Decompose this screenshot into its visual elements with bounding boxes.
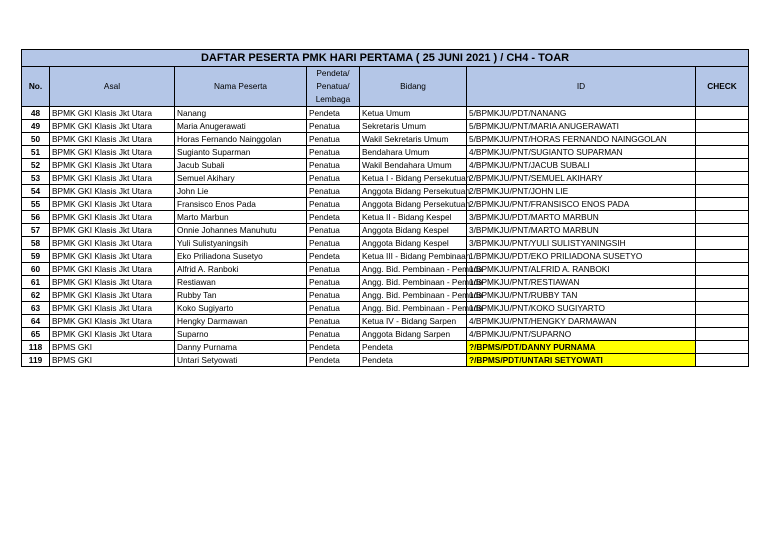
table-row xyxy=(22,120,749,133)
cell-check[interactable] xyxy=(696,302,749,315)
cell-bidang[interactable]: Angg. Bid. Pembinaan - Pemuda xyxy=(360,289,467,302)
cell-jabatan[interactable]: Penatua xyxy=(307,237,360,250)
cell-bidang[interactable]: Pendeta xyxy=(360,354,467,367)
cell-nama[interactable]: Suparno xyxy=(175,328,307,341)
table-row xyxy=(22,276,749,289)
cell-jabatan[interactable]: Penatua xyxy=(307,185,360,198)
table-row xyxy=(22,172,749,185)
cell-asal[interactable]: BPMK GKI Klasis Jkt Utara xyxy=(50,185,175,198)
participant-table xyxy=(21,49,749,367)
cell-nama[interactable]: Fransisco Enos Pada xyxy=(175,198,307,211)
cell-id[interactable]: 3/BPMKJU/PNT/YULI SULISTYANINGSIH xyxy=(467,237,696,250)
header-row xyxy=(22,67,749,107)
cell-bidang[interactable]: Wakil Sekretaris Umum xyxy=(360,133,467,146)
cell-asal[interactable]: BPMK GKI Klasis Jkt Utara xyxy=(50,172,175,185)
cell-no[interactable]: 119 xyxy=(22,354,50,367)
cell-nama[interactable]: Sugianto Suparman xyxy=(175,146,307,159)
cell-check[interactable] xyxy=(696,250,749,263)
cell-check[interactable] xyxy=(696,315,749,328)
cell-no[interactable]: 64 xyxy=(22,315,50,328)
cell-asal[interactable]: BPMK GKI Klasis Jkt Utara xyxy=(50,250,175,263)
cell-nama[interactable]: Rubby Tan xyxy=(175,289,307,302)
cell-no[interactable]: 118 xyxy=(22,341,50,354)
cell-id[interactable]: ?/BPMS/PDT/DANNY PURNAMA xyxy=(467,341,696,354)
cell-bidang[interactable]: Anggota Bidang Kespel xyxy=(360,237,467,250)
cell-jabatan[interactable]: Penatua xyxy=(307,224,360,237)
cell-jabatan[interactable]: Pendeta xyxy=(307,250,360,263)
cell-no[interactable]: 48 xyxy=(22,107,50,120)
header-jabatan[interactable]: Pendeta/ Penatua/ Lembaga xyxy=(307,67,360,107)
sheet-title[interactable]: DAFTAR PESERTA PMK HARI PERTAMA ( 25 JUNI 2021 ) / CH4 - TOAR xyxy=(22,50,749,67)
cell-bidang[interactable]: Sekretaris Umum xyxy=(360,120,467,133)
cell-id[interactable]: 5/BPMKJU/PNT/HORAS FERNANDO NAINGGOLAN xyxy=(467,133,696,146)
table-row xyxy=(22,146,749,159)
cell-no[interactable]: 50 xyxy=(22,133,50,146)
cell-nama[interactable]: Restiawan xyxy=(175,276,307,289)
cell-no[interactable]: 54 xyxy=(22,185,50,198)
cell-bidang[interactable]: Anggota Bidang Kespel xyxy=(360,224,467,237)
cell-asal[interactable]: BPMS GKI xyxy=(50,354,175,367)
table-row xyxy=(22,198,749,211)
table-row xyxy=(22,315,749,328)
cell-nama[interactable]: Yuli Sulistyaningsih xyxy=(175,237,307,250)
header-nama[interactable]: Nama Peserta xyxy=(175,67,307,107)
cell-nama[interactable]: Alfrid A. Ranboki xyxy=(175,263,307,276)
cell-asal[interactable]: BPMK GKI Klasis Jkt Utara xyxy=(50,198,175,211)
cell-jabatan[interactable]: Pendeta xyxy=(307,211,360,224)
cell-bidang[interactable]: Bendahara Umum xyxy=(360,146,467,159)
cell-jabatan[interactable]: Penatua xyxy=(307,263,360,276)
cell-jabatan[interactable]: Penatua xyxy=(307,133,360,146)
cell-check[interactable] xyxy=(696,133,749,146)
cell-asal[interactable]: BPMK GKI Klasis Jkt Utara xyxy=(50,328,175,341)
table-row xyxy=(22,328,749,341)
table-row xyxy=(22,159,749,172)
cell-asal[interactable]: BPMK GKI Klasis Jkt Utara xyxy=(50,107,175,120)
cell-asal[interactable]: BPMK GKI Klasis Jkt Utara xyxy=(50,276,175,289)
cell-nama[interactable]: Maria Anugerawati xyxy=(175,120,307,133)
cell-check[interactable] xyxy=(696,120,749,133)
table-row xyxy=(22,237,749,250)
cell-jabatan[interactable]: Pendeta xyxy=(307,354,360,367)
cell-nama[interactable]: Jacub Subali xyxy=(175,159,307,172)
cell-nama[interactable]: John Lie xyxy=(175,185,307,198)
cell-asal[interactable]: BPMK GKI Klasis Jkt Utara xyxy=(50,237,175,250)
cell-jabatan[interactable]: Penatua xyxy=(307,159,360,172)
cell-asal[interactable]: BPMK GKI Klasis Jkt Utara xyxy=(50,120,175,133)
cell-jabatan[interactable]: Pendeta xyxy=(307,341,360,354)
cell-check[interactable] xyxy=(696,289,749,302)
cell-bidang[interactable]: Anggota Bidang Persekutuan xyxy=(360,198,467,211)
cell-check[interactable] xyxy=(696,224,749,237)
cell-asal[interactable]: BPMK GKI Klasis Jkt Utara xyxy=(50,289,175,302)
table-row xyxy=(22,211,749,224)
cell-jabatan[interactable]: Penatua xyxy=(307,198,360,211)
cell-id[interactable]: ?/BPMS/PDT/UNTARI SETYOWATI xyxy=(467,354,696,367)
cell-id[interactable]: 1/BPMKJU/PNT/ALFRID A. RANBOKI xyxy=(467,263,696,276)
cell-asal[interactable]: BPMK GKI Klasis Jkt Utara xyxy=(50,263,175,276)
table-row xyxy=(22,224,749,237)
cell-check[interactable] xyxy=(696,328,749,341)
cell-no[interactable]: 58 xyxy=(22,237,50,250)
cell-id[interactable]: 1/BPMKJU/PNT/RESTIAWAN xyxy=(467,276,696,289)
table-row xyxy=(22,185,749,198)
cell-check[interactable] xyxy=(696,159,749,172)
table-row xyxy=(22,263,749,276)
cell-id[interactable]: 1/BPMKJU/PNT/RUBBY TAN xyxy=(467,289,696,302)
cell-no[interactable]: 51 xyxy=(22,146,50,159)
cell-no[interactable]: 56 xyxy=(22,211,50,224)
cell-no[interactable]: 60 xyxy=(22,263,50,276)
cell-nama[interactable]: Untari Setyowati xyxy=(175,354,307,367)
cell-jabatan[interactable]: Penatua xyxy=(307,289,360,302)
cell-id[interactable]: 2/BPMKJU/PNT/FRANSISCO ENOS PADA xyxy=(467,198,696,211)
cell-id[interactable]: 5/BPMKJU/PNT/MARIA ANUGERAWATI xyxy=(467,120,696,133)
header-id[interactable]: ID xyxy=(467,67,696,107)
header-asal[interactable]: Asal xyxy=(50,67,175,107)
cell-asal[interactable]: BPMK GKI Klasis Jkt Utara xyxy=(50,159,175,172)
cell-asal[interactable]: BPMK GKI Klasis Jkt Utara xyxy=(50,146,175,159)
cell-jabatan[interactable]: Penatua xyxy=(307,302,360,315)
cell-bidang[interactable]: Ketua II - Bidang Kespel xyxy=(360,211,467,224)
cell-bidang[interactable]: Pendeta xyxy=(360,341,467,354)
cell-no[interactable]: 62 xyxy=(22,289,50,302)
cell-nama[interactable]: Semuel Akihary xyxy=(175,172,307,185)
cell-bidang[interactable]: Ketua IV - Bidang Sarpen xyxy=(360,315,467,328)
cell-no[interactable]: 52 xyxy=(22,159,50,172)
cell-no[interactable]: 53 xyxy=(22,172,50,185)
cell-jabatan[interactable]: Penatua xyxy=(307,120,360,133)
cell-id[interactable]: 4/BPMKJU/PNT/SUPARNO xyxy=(467,328,696,341)
cell-bidang[interactable]: Angg. Bid. Pembinaan - Pemuda xyxy=(360,263,467,276)
cell-check[interactable] xyxy=(696,185,749,198)
cell-bidang[interactable]: Anggota Bidang Sarpen xyxy=(360,328,467,341)
cell-bidang[interactable]: Wakil Bendahara Umum xyxy=(360,159,467,172)
cell-id[interactable]: 3/BPMKJU/PDT/MARTO MARBUN xyxy=(467,211,696,224)
cell-nama[interactable]: Horas Fernando Nainggolan xyxy=(175,133,307,146)
cell-nama[interactable]: Marto Marbun xyxy=(175,211,307,224)
cell-id[interactable]: 2/BPMKJU/PNT/JOHN LIE xyxy=(467,185,696,198)
cell-check[interactable] xyxy=(696,211,749,224)
cell-asal[interactable]: BPMK GKI Klasis Jkt Utara xyxy=(50,315,175,328)
cell-nama[interactable]: Onnie Johannes Manuhutu xyxy=(175,224,307,237)
cell-jabatan[interactable]: Penatua xyxy=(307,146,360,159)
cell-id[interactable]: 1/BPMKJU/PDT/EKO PRILIADONA SUSETYO xyxy=(467,250,696,263)
cell-check[interactable] xyxy=(696,198,749,211)
cell-bidang[interactable]: Angg. Bid. Pembinaan - Pemuda xyxy=(360,302,467,315)
table-row xyxy=(22,341,749,354)
header-bidang[interactable]: Bidang xyxy=(360,67,467,107)
cell-no[interactable]: 55 xyxy=(22,198,50,211)
cell-bidang[interactable]: Ketua I - Bidang Persekutuan xyxy=(360,172,467,185)
cell-bidang[interactable]: Angg. Bid. Pembinaan - Pemuda xyxy=(360,276,467,289)
cell-nama[interactable]: Koko Sugiyarto xyxy=(175,302,307,315)
cell-nama[interactable]: Nanang xyxy=(175,107,307,120)
cell-check[interactable] xyxy=(696,107,749,120)
cell-asal[interactable]: BPMS GKI xyxy=(50,341,175,354)
header-no[interactable]: No. xyxy=(22,67,50,107)
cell-jabatan[interactable]: Pendeta xyxy=(307,107,360,120)
header-check[interactable]: CHECK xyxy=(696,67,749,107)
cell-jabatan[interactable]: Penatua xyxy=(307,315,360,328)
cell-asal[interactable]: BPMK GKI Klasis Jkt Utara xyxy=(50,211,175,224)
cell-no[interactable]: 57 xyxy=(22,224,50,237)
cell-id[interactable]: 4/BPMKJU/PNT/SUGIANTO SUPARMAN xyxy=(467,146,696,159)
cell-bidang[interactable]: Anggota Bidang Persekutuan xyxy=(360,185,467,198)
cell-jabatan[interactable]: Penatua xyxy=(307,172,360,185)
table-row xyxy=(22,133,749,146)
cell-check[interactable] xyxy=(696,354,749,367)
table-row xyxy=(22,250,749,263)
cell-id[interactable]: 1/BPMKJU/PNT/KOKO SUGIYARTO xyxy=(467,302,696,315)
cell-check[interactable] xyxy=(696,263,749,276)
cell-jabatan[interactable]: Penatua xyxy=(307,276,360,289)
cell-jabatan[interactable]: Penatua xyxy=(307,328,360,341)
cell-asal[interactable]: BPMK GKI Klasis Jkt Utara xyxy=(50,302,175,315)
cell-bidang[interactable]: Ketua Umum xyxy=(360,107,467,120)
cell-id[interactable]: 4/BPMKJU/PNT/JACUB SUBALI xyxy=(467,159,696,172)
table-row xyxy=(22,302,749,315)
cell-nama[interactable]: Hengky Darmawan xyxy=(175,315,307,328)
cell-bidang[interactable]: Ketua III - Bidang Pembinaan xyxy=(360,250,467,263)
cell-check[interactable] xyxy=(696,341,749,354)
cell-no[interactable]: 49 xyxy=(22,120,50,133)
cell-check[interactable] xyxy=(696,172,749,185)
table-row xyxy=(22,289,749,302)
cell-no[interactable]: 59 xyxy=(22,250,50,263)
cell-nama[interactable]: Eko Priliadona Susetyo xyxy=(175,250,307,263)
cell-asal[interactable]: BPMK GKI Klasis Jkt Utara xyxy=(50,224,175,237)
cell-asal[interactable]: BPMK GKI Klasis Jkt Utara xyxy=(50,133,175,146)
cell-check[interactable] xyxy=(696,146,749,159)
cell-no[interactable]: 65 xyxy=(22,328,50,341)
cell-id[interactable]: 4/BPMKJU/PNT/HENGKY DARMAWAN xyxy=(467,315,696,328)
cell-check[interactable] xyxy=(696,276,749,289)
cell-no[interactable]: 61 xyxy=(22,276,50,289)
cell-id[interactable]: 3/BPMKJU/PNT/MARTO MARBUN xyxy=(467,224,696,237)
table-row xyxy=(22,354,749,367)
cell-no[interactable]: 63 xyxy=(22,302,50,315)
cell-check[interactable] xyxy=(696,237,749,250)
cell-id[interactable]: 2/BPMKJU/PNT/SEMUEL AKIHARY xyxy=(467,172,696,185)
table-row xyxy=(22,107,749,120)
cell-nama[interactable]: Danny Purnama xyxy=(175,341,307,354)
cell-id[interactable]: 5/BPMKJU/PDT/NANANG xyxy=(467,107,696,120)
